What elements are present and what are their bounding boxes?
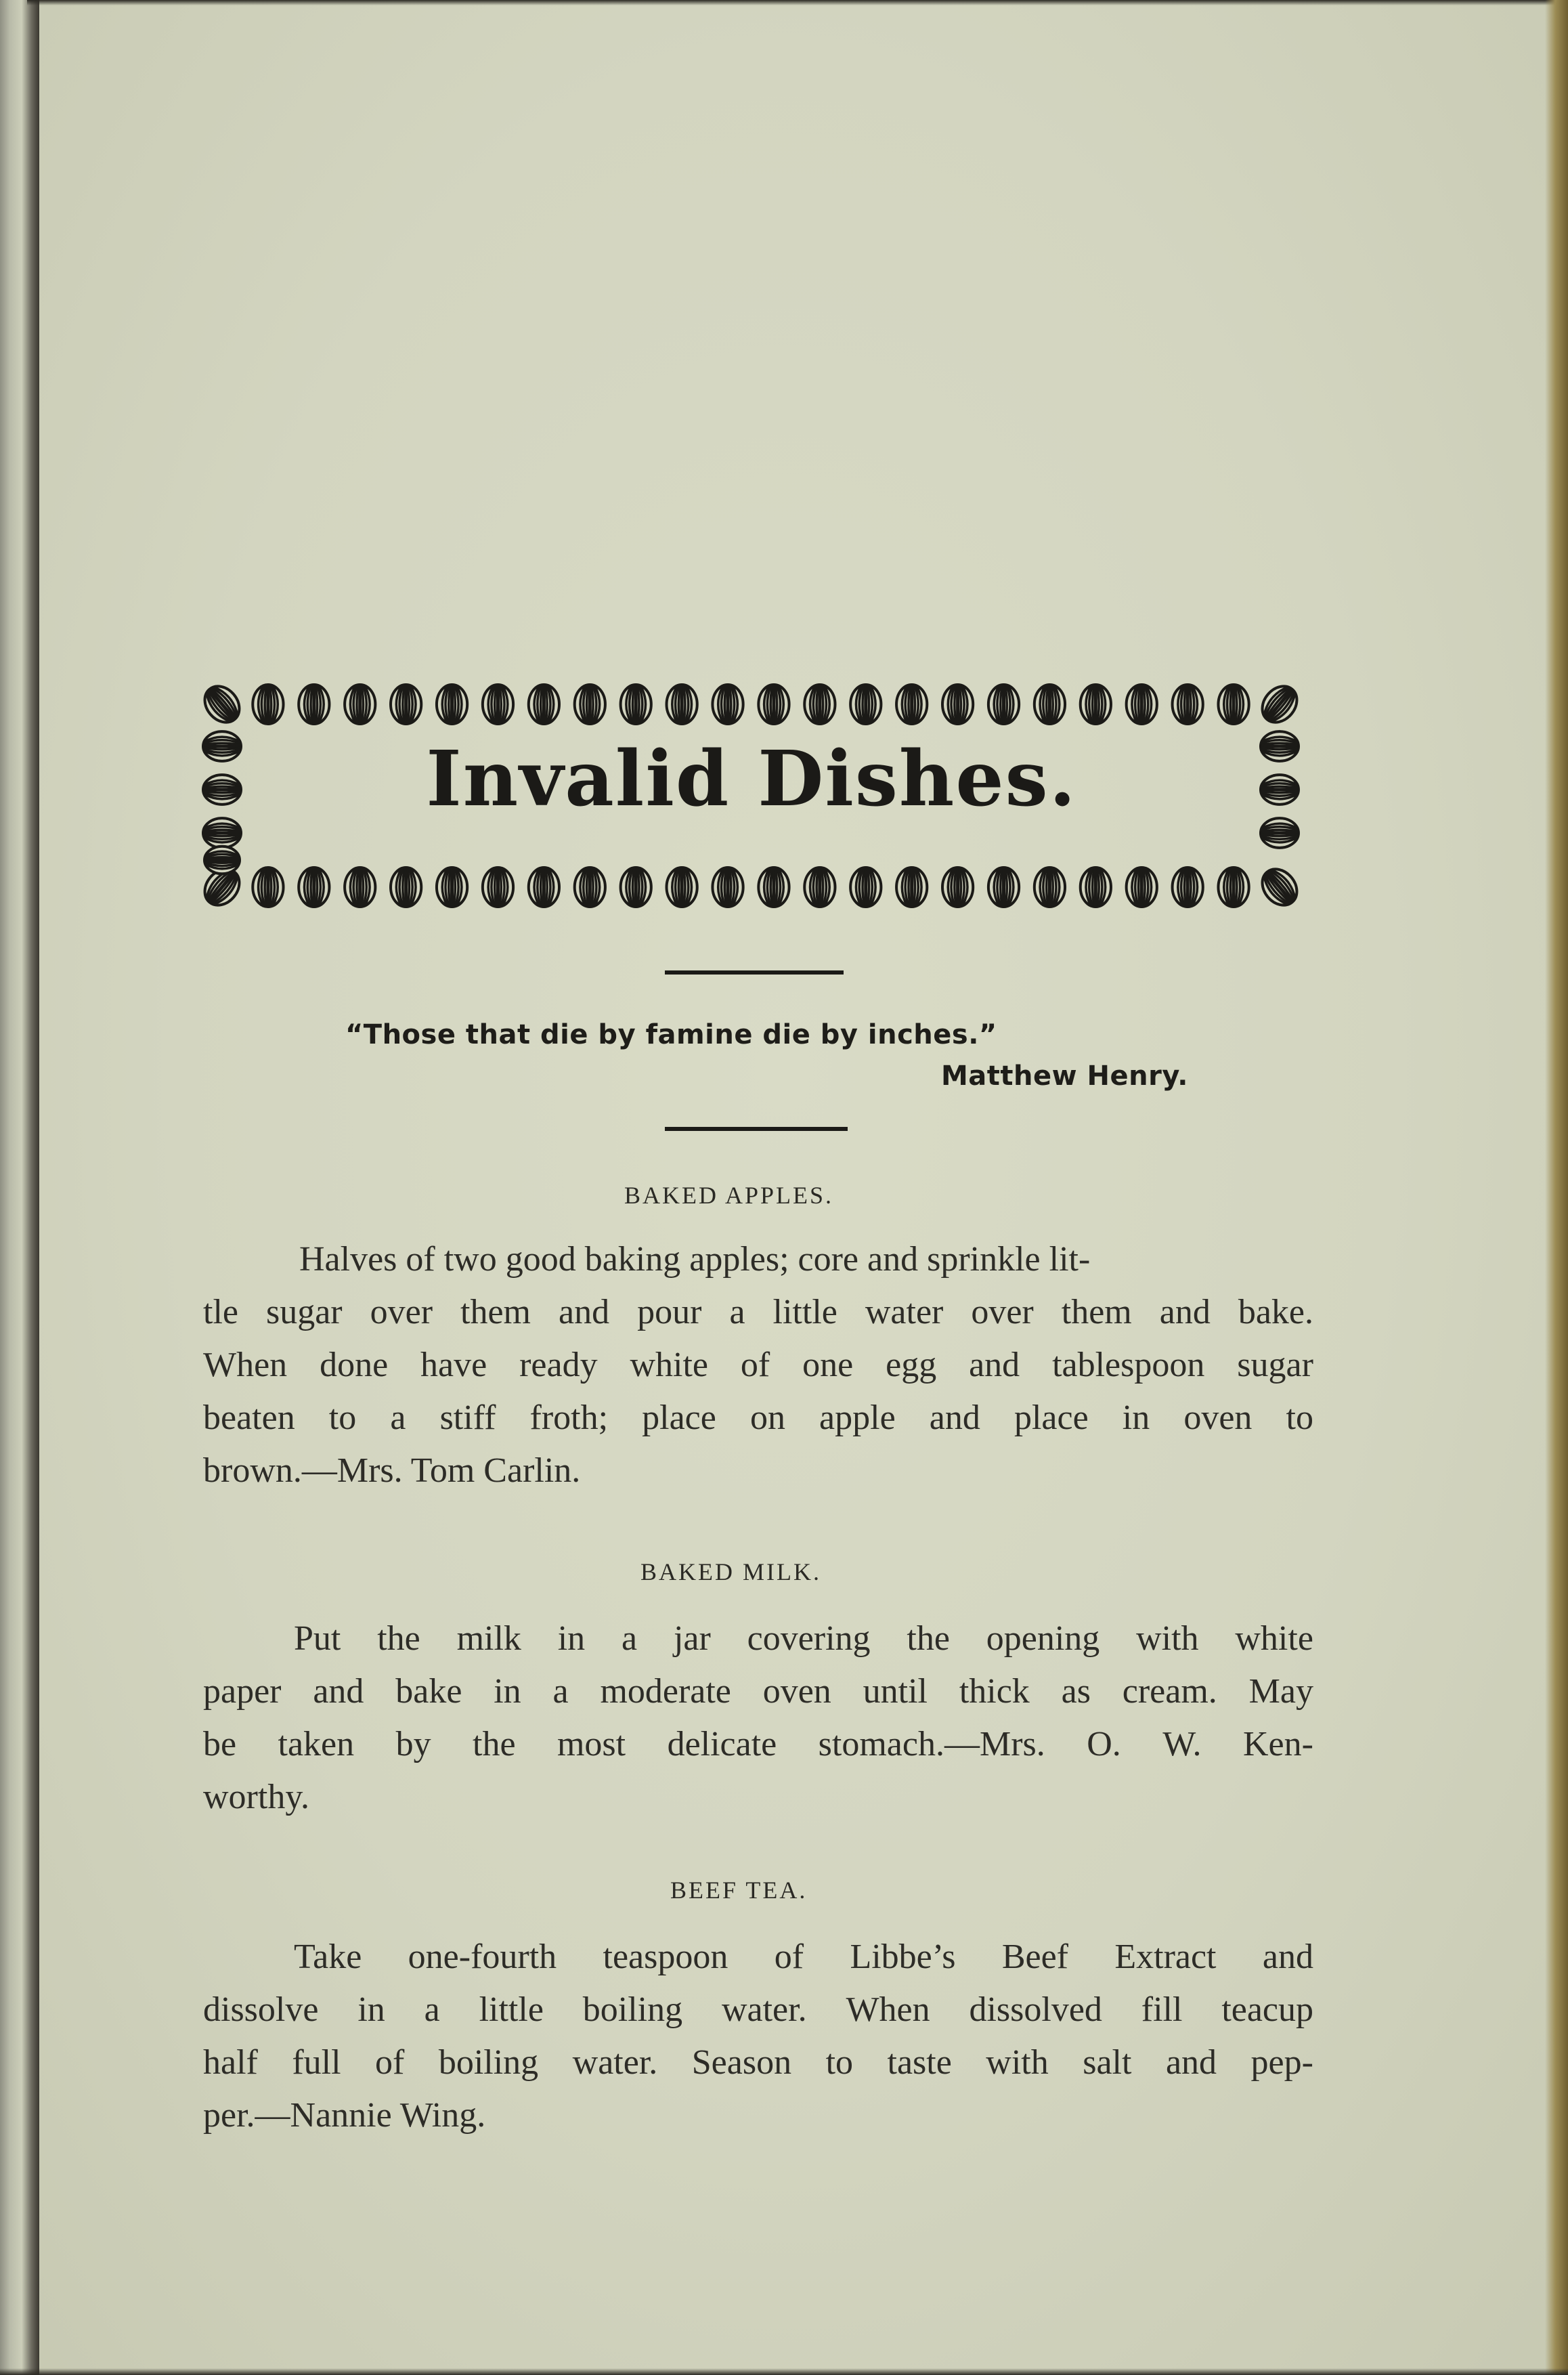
recipe-line: brown.—Mrs. Tom Carlin. — [203, 1451, 581, 1490]
divider-rule-bottom — [665, 1127, 848, 1131]
recipe-line: Put the milk in a jar covering the opening with white — [294, 1619, 1313, 1658]
recipe-heading-baked-milk: BAKED MILK. — [640, 1558, 821, 1585]
recipe-line: Halves of two good baking apples; core and sprinkle lit- — [299, 1240, 1091, 1279]
recipe-line: worthy. — [203, 1778, 309, 1816]
recipe-line: tle sugar over them and pour a little water over them and bake. — [203, 1293, 1313, 1331]
recipe-line: per.—Nannie Wing. — [203, 2096, 486, 2135]
recipe-line: paper and bake in a moderate oven until thick as cream. May — [203, 1672, 1313, 1711]
divider-rule-top — [665, 970, 844, 975]
title-ornament-frame — [196, 670, 1307, 921]
recipe-line: When done have ready white of one egg and tablespoon sugar — [203, 1346, 1313, 1384]
epigraph-attribution: Matthew Henry. — [941, 1061, 1188, 1092]
recipe-heading-beef-tea: BEEF TEA. — [670, 1877, 808, 1904]
page-title: Invalid Dishes. — [426, 735, 1077, 823]
epigraph-quote: “Those that die by famine die by inches.” — [345, 1019, 997, 1050]
recipe-heading-baked-apples: BAKED APPLES. — [624, 1182, 834, 1209]
recipe-line: Take one-fourth teaspoon of Libbe’s Beef Extract and — [294, 1938, 1313, 1976]
page-right-edge — [1545, 0, 1568, 2375]
book-spine-shadow — [0, 0, 39, 2375]
recipe-line: beaten to a stiff froth; place on apple and place in oven to — [203, 1398, 1313, 1437]
page-top-edge — [27, 0, 1568, 5]
recipe-line: dissolve in a little boiling water. When dissolved fill teacup — [203, 1990, 1313, 2029]
recipe-line: half full of boiling water. Season to taste with salt and pep- — [203, 2043, 1313, 2082]
page-bottom-edge — [0, 2368, 1568, 2375]
recipe-line: be taken by the most delicate stomach.—Mrs. O. W. Ken- — [203, 1725, 1313, 1763]
